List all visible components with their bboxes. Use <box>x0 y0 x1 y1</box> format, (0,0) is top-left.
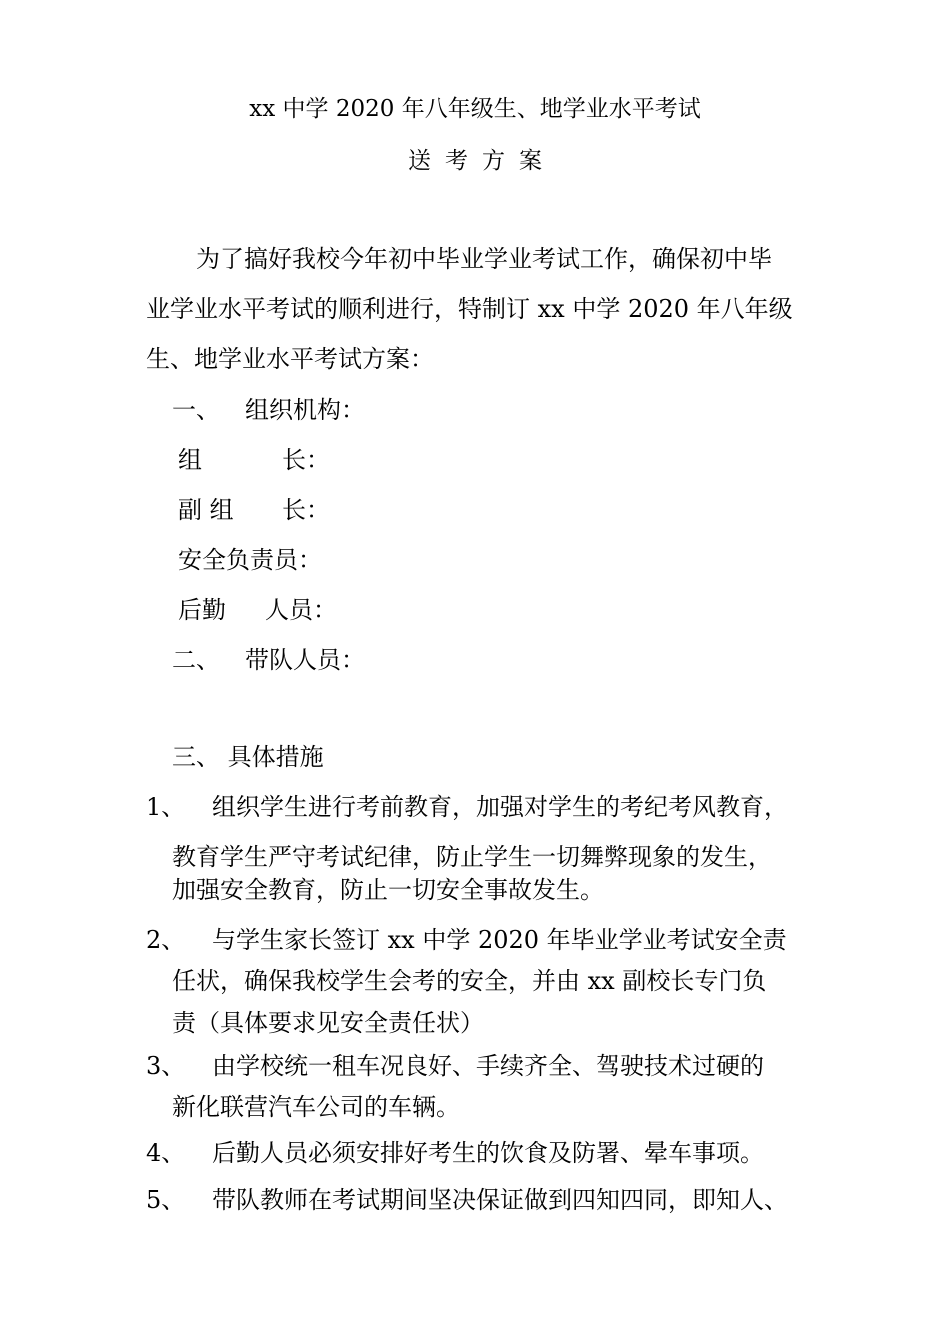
role-deputy-label-a: 副 组 <box>178 496 234 524</box>
measure-1-line-3: 加强安全教育，防止一切安全事故发生。 <box>172 876 604 904</box>
measure-2-line-2: 任状，确保我校学生会考的安全，并由 xx 副校长专门负 <box>172 967 767 995</box>
role-logistics-label-b: 人员： <box>265 596 337 624</box>
intro-line-3: 生、地学业水平考试方案： <box>146 345 434 373</box>
role-leader-label-b: 长： <box>282 446 330 474</box>
measure-2-number: 2、 <box>146 926 186 954</box>
measure-4-number: 4、 <box>146 1139 186 1167</box>
measure-3-number: 3、 <box>146 1052 186 1080</box>
role-safety-label: 安全负责员： <box>178 546 322 574</box>
section-2-heading: 带队人员： <box>245 646 365 674</box>
document-title: xx 中学 2020 年八年级生、地学业水平考试 <box>249 96 701 122</box>
measure-2-line-3: 责（具体要求见安全责任状） <box>172 1009 484 1037</box>
measure-1-number: 1、 <box>146 793 186 821</box>
role-logistics-label-a: 后勤 <box>178 596 226 624</box>
measure-4-line-1: 后勤人员必须安排好考生的饮食及防署、晕车事项。 <box>212 1139 764 1167</box>
measure-5-line-1: 带队教师在考试期间坚决保证做到四知四同，即知人、 <box>212 1186 788 1214</box>
document-subtitle: 送考方案 <box>408 148 556 174</box>
role-deputy-label-b: 长： <box>282 496 330 524</box>
section-1-number: 一、 <box>172 396 220 424</box>
section-2-number: 二、 <box>172 646 220 674</box>
section-1-heading: 组织机构： <box>245 396 365 424</box>
measure-3-line-2: 新化联营汽车公司的车辆。 <box>172 1093 460 1121</box>
intro-line-2: 业学业水平考试的顺利进行，特制订 xx 中学 2020 年八年级 <box>146 295 793 323</box>
measure-5-number: 5、 <box>146 1186 186 1214</box>
role-leader-label-a: 组 <box>178 446 202 474</box>
measure-3-line-1: 由学校统一租车况良好、手续齐全、驾驶技术过硬的 <box>212 1052 764 1080</box>
measure-2-line-1: 与学生家长签订 xx 中学 2020 年毕业学业考试安全责 <box>212 926 787 954</box>
intro-line-1: 为了搞好我校今年初中毕业学业考试工作，确保初中毕 <box>196 245 772 273</box>
measure-1-line-2: 教育学生严守考试纪律，防止学生一切舞弊现象的发生， <box>172 843 772 871</box>
measure-1-line-1: 组织学生进行考前教育，加强对学生的考纪考风教育， <box>212 793 788 821</box>
section-3-heading: 三、 具体措施 <box>172 743 324 771</box>
